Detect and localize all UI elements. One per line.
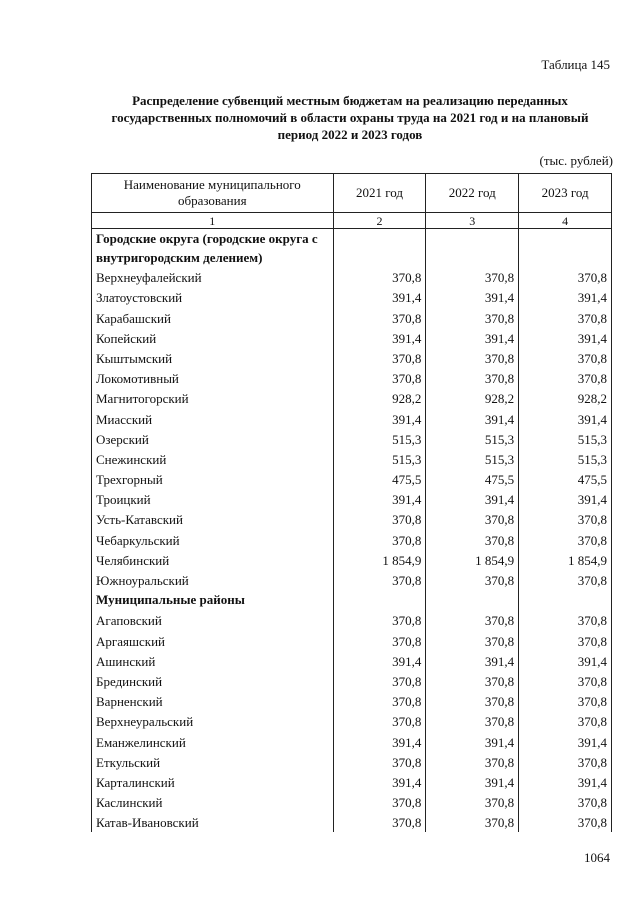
value-2022: 391,4 [426, 772, 519, 792]
table-row [92, 287, 612, 307]
value-2021: 370,8 [333, 529, 426, 549]
municipality-name: Чебаркульский [92, 529, 334, 549]
value-2023: 370,8 [519, 368, 612, 388]
column-number: 4 [519, 213, 612, 229]
value-2021: 370,8 [333, 509, 426, 529]
municipality-name: Южноуральский [92, 570, 334, 590]
table-row [92, 731, 612, 751]
value-2021: 370,8 [333, 691, 426, 711]
empty-cell [333, 590, 426, 610]
municipality-name: Снежинский [92, 449, 334, 469]
value-2022: 370,8 [426, 529, 519, 549]
value-2021: 370,8 [333, 630, 426, 650]
value-2021: 515,3 [333, 449, 426, 469]
table-row [92, 307, 612, 327]
value-2022: 391,4 [426, 489, 519, 509]
value-2022: 515,3 [426, 429, 519, 449]
column-number: 3 [426, 213, 519, 229]
value-2021: 370,8 [333, 307, 426, 327]
table-row [92, 449, 612, 469]
table-row [92, 368, 612, 388]
value-2023: 515,3 [519, 429, 612, 449]
value-2021: 370,8 [333, 812, 426, 832]
value-2021: 391,4 [333, 489, 426, 509]
table-body [92, 229, 612, 833]
municipality-name: Каслинский [92, 792, 334, 812]
value-2023: 928,2 [519, 388, 612, 408]
value-2023: 370,8 [519, 348, 612, 368]
table-row [92, 429, 612, 449]
column-header-2021: 2021 год [333, 174, 426, 213]
municipality-name: Брединский [92, 671, 334, 691]
value-2023: 391,4 [519, 772, 612, 792]
value-2021: 370,8 [333, 752, 426, 772]
table-row [92, 610, 612, 630]
title-line: период 2022 и 2023 годов [277, 127, 423, 142]
empty-cell [333, 229, 426, 268]
table-label: Таблица 145 [541, 57, 610, 72]
municipality-name: Миасский [92, 408, 334, 428]
value-2022: 370,8 [426, 307, 519, 327]
value-2022: 370,8 [426, 267, 519, 287]
section-title: Муниципальные районы [92, 590, 334, 610]
value-2021: 370,8 [333, 570, 426, 590]
municipality-name: Ашинский [92, 651, 334, 671]
municipality-name: Карабашский [92, 307, 334, 327]
value-2022: 370,8 [426, 509, 519, 529]
table-row [92, 752, 612, 772]
value-2023: 370,8 [519, 610, 612, 630]
table-row [92, 348, 612, 368]
municipality-name: Троицкий [92, 489, 334, 509]
municipality-name: Верхнеуфалейский [92, 267, 334, 287]
value-2021: 391,4 [333, 731, 426, 751]
value-2023: 370,8 [519, 792, 612, 812]
value-2021: 370,8 [333, 711, 426, 731]
value-2023: 1 854,9 [519, 550, 612, 570]
empty-cell [426, 590, 519, 610]
value-2022: 370,8 [426, 610, 519, 630]
value-2023: 370,8 [519, 267, 612, 287]
municipality-name: Катав-Ивановский [92, 812, 334, 832]
unit-label: (тыс. рублей) [539, 153, 613, 168]
value-2022: 515,3 [426, 449, 519, 469]
value-2023: 515,3 [519, 449, 612, 469]
table-row [92, 570, 612, 590]
table-row [92, 388, 612, 408]
value-2021: 370,8 [333, 610, 426, 630]
value-2023: 391,4 [519, 408, 612, 428]
table-row [92, 408, 612, 428]
value-2022: 370,8 [426, 691, 519, 711]
municipality-name: Верхнеуральский [92, 711, 334, 731]
value-2021: 928,2 [333, 388, 426, 408]
municipality-name: Озерский [92, 429, 334, 449]
municipality-name: Копейский [92, 328, 334, 348]
value-2023: 391,4 [519, 651, 612, 671]
value-2022: 370,8 [426, 711, 519, 731]
value-2021: 370,8 [333, 267, 426, 287]
section-row [92, 229, 612, 268]
column-header-2022: 2022 год [426, 174, 519, 213]
value-2023: 370,8 [519, 630, 612, 650]
table-row [92, 509, 612, 529]
municipality-name: Магнитогорский [92, 388, 334, 408]
value-2023: 370,8 [519, 691, 612, 711]
table-row [92, 630, 612, 650]
document-title [90, 92, 610, 143]
table-row [92, 550, 612, 570]
value-2021: 391,4 [333, 328, 426, 348]
value-2022: 391,4 [426, 408, 519, 428]
value-2023: 370,8 [519, 812, 612, 832]
table-row [92, 691, 612, 711]
value-2023: 391,4 [519, 489, 612, 509]
municipality-name: Трехгорный [92, 469, 334, 489]
column-number: 2 [333, 213, 426, 229]
empty-cell [426, 229, 519, 268]
municipality-name: Челябинский [92, 550, 334, 570]
municipality-name: Златоустовский [92, 287, 334, 307]
column-header-name: Наименование муниципального образования [92, 174, 334, 213]
value-2021: 370,8 [333, 348, 426, 368]
value-2023: 391,4 [519, 328, 612, 348]
value-2022: 928,2 [426, 388, 519, 408]
municipality-name: Кыштымский [92, 348, 334, 368]
column-header-2023: 2023 год [519, 174, 612, 213]
value-2021: 1 854,9 [333, 550, 426, 570]
title-line: государственных полномочий в области охраны труда на 2021 год и на плановый [111, 110, 589, 125]
table-row [92, 469, 612, 489]
value-2023: 370,8 [519, 711, 612, 731]
page-number: 1064 [584, 850, 610, 865]
value-2023: 370,8 [519, 509, 612, 529]
value-2021: 475,5 [333, 469, 426, 489]
value-2023: 370,8 [519, 752, 612, 772]
empty-cell [519, 590, 612, 610]
value-2021: 391,4 [333, 772, 426, 792]
municipality-name: Карталинский [92, 772, 334, 792]
value-2023: 475,5 [519, 469, 612, 489]
value-2022: 370,8 [426, 752, 519, 772]
value-2022: 370,8 [426, 671, 519, 691]
value-2022: 391,4 [426, 731, 519, 751]
value-2021: 370,8 [333, 368, 426, 388]
municipality-name: Аргаяшский [92, 630, 334, 650]
column-number: 1 [92, 213, 334, 229]
value-2022: 391,4 [426, 651, 519, 671]
table-row [92, 812, 612, 832]
municipality-name: Агаповский [92, 610, 334, 630]
value-2023: 370,8 [519, 529, 612, 549]
column-number-row [92, 213, 612, 229]
table-row [92, 792, 612, 812]
table-row [92, 671, 612, 691]
table-row [92, 529, 612, 549]
subsidy-table [91, 173, 612, 832]
value-2022: 1 854,9 [426, 550, 519, 570]
header-row [92, 174, 612, 213]
value-2021: 391,4 [333, 408, 426, 428]
value-2022: 370,8 [426, 630, 519, 650]
table-row [92, 711, 612, 731]
table-row [92, 489, 612, 509]
municipality-name: Локомотивный [92, 368, 334, 388]
value-2023: 370,8 [519, 671, 612, 691]
value-2022: 370,8 [426, 792, 519, 812]
value-2021: 370,8 [333, 792, 426, 812]
title-line: Распределение субвенций местным бюджетам на реализацию переданных [132, 93, 568, 108]
municipality-name: Еткульский [92, 752, 334, 772]
value-2022: 475,5 [426, 469, 519, 489]
value-2022: 391,4 [426, 287, 519, 307]
municipality-name: Усть-Катавский [92, 509, 334, 529]
value-2022: 370,8 [426, 570, 519, 590]
value-2023: 370,8 [519, 307, 612, 327]
value-2023: 391,4 [519, 287, 612, 307]
table-row [92, 267, 612, 287]
value-2023: 391,4 [519, 731, 612, 751]
section-title: Городские округа (городские округа с внутригородским делением) [92, 229, 334, 268]
empty-cell [519, 229, 612, 268]
value-2021: 370,8 [333, 671, 426, 691]
value-2022: 391,4 [426, 328, 519, 348]
value-2021: 391,4 [333, 651, 426, 671]
table-row [92, 651, 612, 671]
table-row [92, 772, 612, 792]
municipality-name: Варненский [92, 691, 334, 711]
value-2021: 515,3 [333, 429, 426, 449]
municipality-name: Еманжелинский [92, 731, 334, 751]
value-2023: 370,8 [519, 570, 612, 590]
section-row [92, 590, 612, 610]
value-2022: 370,8 [426, 348, 519, 368]
value-2021: 391,4 [333, 287, 426, 307]
value-2022: 370,8 [426, 368, 519, 388]
value-2022: 370,8 [426, 812, 519, 832]
table-row [92, 328, 612, 348]
